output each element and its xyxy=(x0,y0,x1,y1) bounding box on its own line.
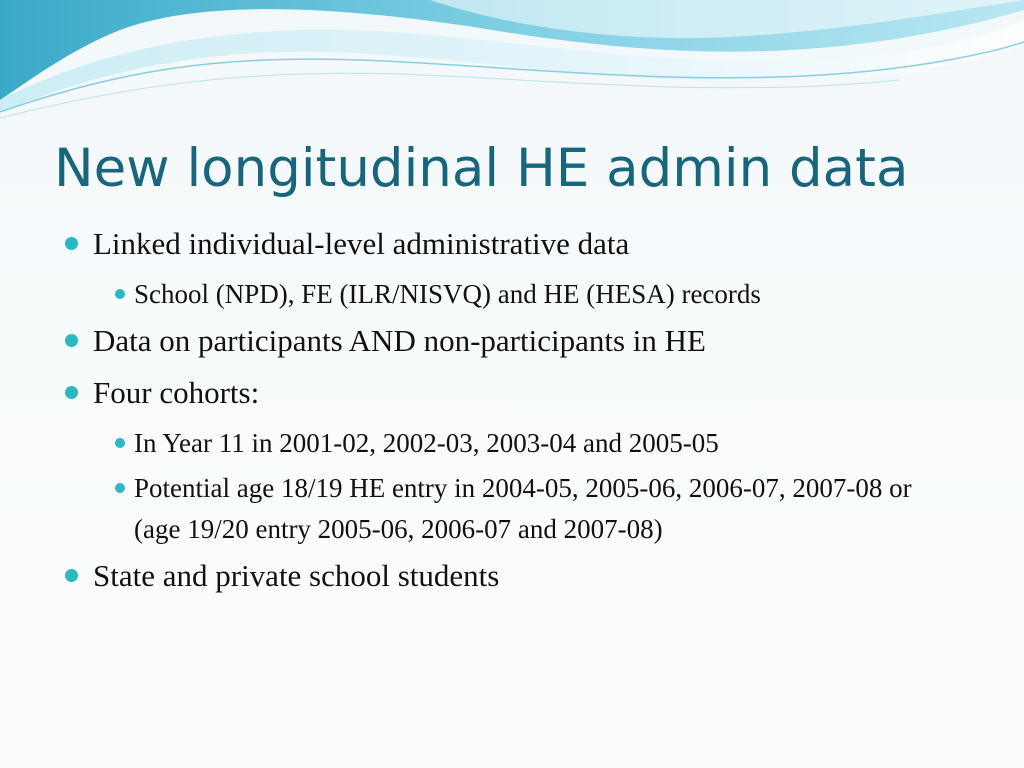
bullet-text: State and private school students xyxy=(93,558,500,593)
bullet-text: Data on participants AND non-participants in HE xyxy=(93,323,706,358)
sub-bullet-item xyxy=(113,423,970,464)
bullet-item xyxy=(60,554,970,598)
sub-bullet-item xyxy=(113,468,964,550)
sub-bullet-item xyxy=(113,274,970,315)
bullet-item xyxy=(60,222,970,266)
bullet-dot-icon xyxy=(115,438,125,448)
bullet-dot-icon xyxy=(65,386,78,399)
bullet-item xyxy=(60,371,970,415)
bullet-dot-icon xyxy=(65,334,78,347)
bullet-dot-icon xyxy=(65,237,78,250)
sub-bullet-text: School (NPD), FE (ILR/NISVQ) and HE (HESA) records xyxy=(134,279,761,309)
bullet-text: Linked individual-level administrative data xyxy=(93,226,630,261)
slide-title: New longitudinal HE admin data xyxy=(54,138,909,199)
bullet-dot-icon xyxy=(65,569,78,582)
sub-bullet-text: In Year 11 in 2001-02, 2002-03, 2003-04 and 2005-05 xyxy=(134,428,719,458)
bullet-item xyxy=(60,319,970,363)
bullet-dot-icon xyxy=(115,483,125,493)
header-wave-decoration xyxy=(0,0,1024,130)
bullet-text: Four cohorts: xyxy=(93,375,260,410)
bullet-list xyxy=(60,222,970,606)
bullet-dot-icon xyxy=(115,289,125,299)
sub-bullet-text: Potential age 18/19 HE entry in 2004-05, 2005-06, 2006-07, 2007-08 or (age 19/20 entry 2005-06, 2006-07 and 2007-08) xyxy=(134,473,912,544)
